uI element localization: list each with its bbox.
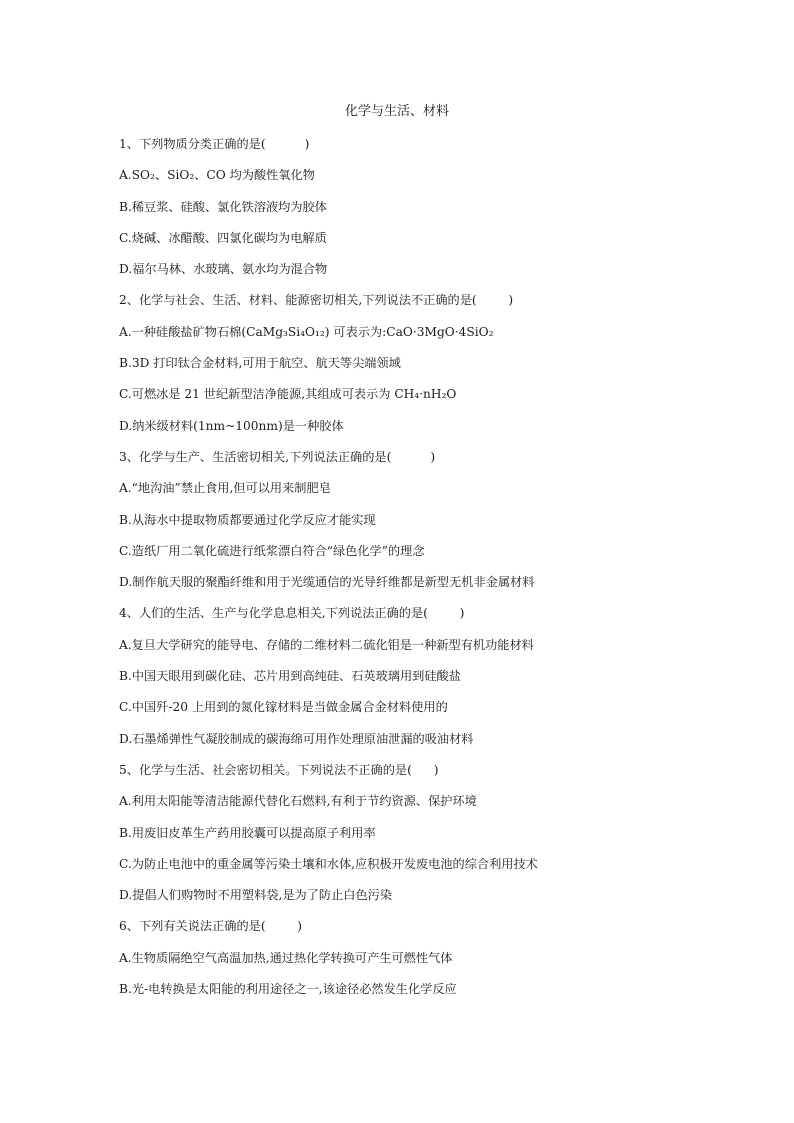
question-2-option-c: C.可燃冰是 21 世纪新型洁净能源,其组成可表示为 CH₄·nH₂O — [119, 387, 457, 402]
question-5-option-a: A.利用太阳能等清洁能源代替化石燃料,有利于节约资源、保护环境 — [119, 794, 477, 809]
question-6-stem: 6、下列有关说法正确的是( ) — [119, 919, 303, 934]
question-1-option-b: B.稀豆浆、硅酸、氯化铁溶液均为胶体 — [119, 199, 327, 214]
question-4-option-a: A.复旦大学研究的能导电、存储的二维材料二硫化钼是一种新型有机功能材料 — [119, 637, 534, 652]
question-5-option-b: B.用废旧皮革生产药用胶囊可以提高原子利用率 — [119, 825, 376, 840]
page-title: 化学与生活、材料 — [344, 104, 449, 119]
question-1-option-c: C.烧碱、冰醋酸、四氯化碳均为电解质 — [119, 230, 327, 245]
question-3-option-b: B.从海水中提取物质都要通过化学反应才能实现 — [119, 512, 376, 527]
question-1-option-d: D.福尔马林、水玻璃、氨水均为混合物 — [119, 262, 328, 277]
question-2-stem: 2、化学与社会、生活、材料、能源密切相关,下列说法不正确的是( ) — [119, 293, 514, 308]
question-3-option-d: D.制作航天服的聚酯纤维和用于光缆通信的光导纤维都是新型无机非金属材料 — [119, 575, 535, 590]
question-5-option-d: D.提倡人们购物时不用塑料袋,是为了防止白色污染 — [119, 888, 393, 903]
question-3-option-a: A.“地沟油”禁止食用,但可以用来制肥皂 — [119, 481, 331, 496]
question-3-option-c: C.造纸厂用二氧化硫进行纸浆漂白符合“绿色化学”的理念 — [119, 543, 425, 558]
question-2-option-b: B.3D 打印钛合金材料,可用于航空、航天等尖端领域 — [119, 356, 401, 371]
question-6-option-a: A.生物质隔绝空气高温加热,通过热化学转换可产生可燃性气体 — [119, 950, 453, 965]
question-1-option-a: A.SO₂、SiO₂、CO 均为酸性氧化物 — [119, 168, 315, 183]
question-6-option-b: B.光-电转换是太阳能的利用途径之一,该途径必然发生化学反应 — [119, 982, 457, 997]
question-3-stem: 3、化学与生产、生活密切相关,下列说法正确的是( ) — [119, 449, 436, 464]
question-4-option-b: B.中国天眼用到碳化硅、芯片用到高纯硅、石英玻璃用到硅酸盐 — [119, 669, 461, 684]
question-5-option-c: C.为防止电池中的重金属等污染土壤和水体,应积极开发废电池的综合利用技术 — [119, 856, 538, 871]
question-4-option-c: C.中国歼-20 上用到的氮化镓材料是当做金属合金材料使用的 — [119, 700, 448, 715]
question-list — [119, 133, 679, 1009]
question-5-stem: 5、化学与生活、社会密切相关。下列说法不正确的是( ) — [119, 762, 439, 777]
question-2-option-d: D.纳米级材料(1nm~100nm)是一种胶体 — [119, 418, 344, 433]
question-4-stem: 4、人们的生活、生产与化学息息相关,下列说法正确的是( ) — [119, 606, 465, 621]
question-2-option-a: A.一种硅酸盐矿物石棉(CaMg₃Si₄O₁₂) 可表示为:CaO·3MgO·4SiO₂ — [119, 324, 494, 339]
question-1-stem: 1、下列物质分类正确的是( ) — [119, 137, 310, 151]
question-4-option-d: D.石墨烯弹性气凝胶制成的碳海绵可用作处理原油泄漏的吸油材料 — [119, 731, 474, 746]
